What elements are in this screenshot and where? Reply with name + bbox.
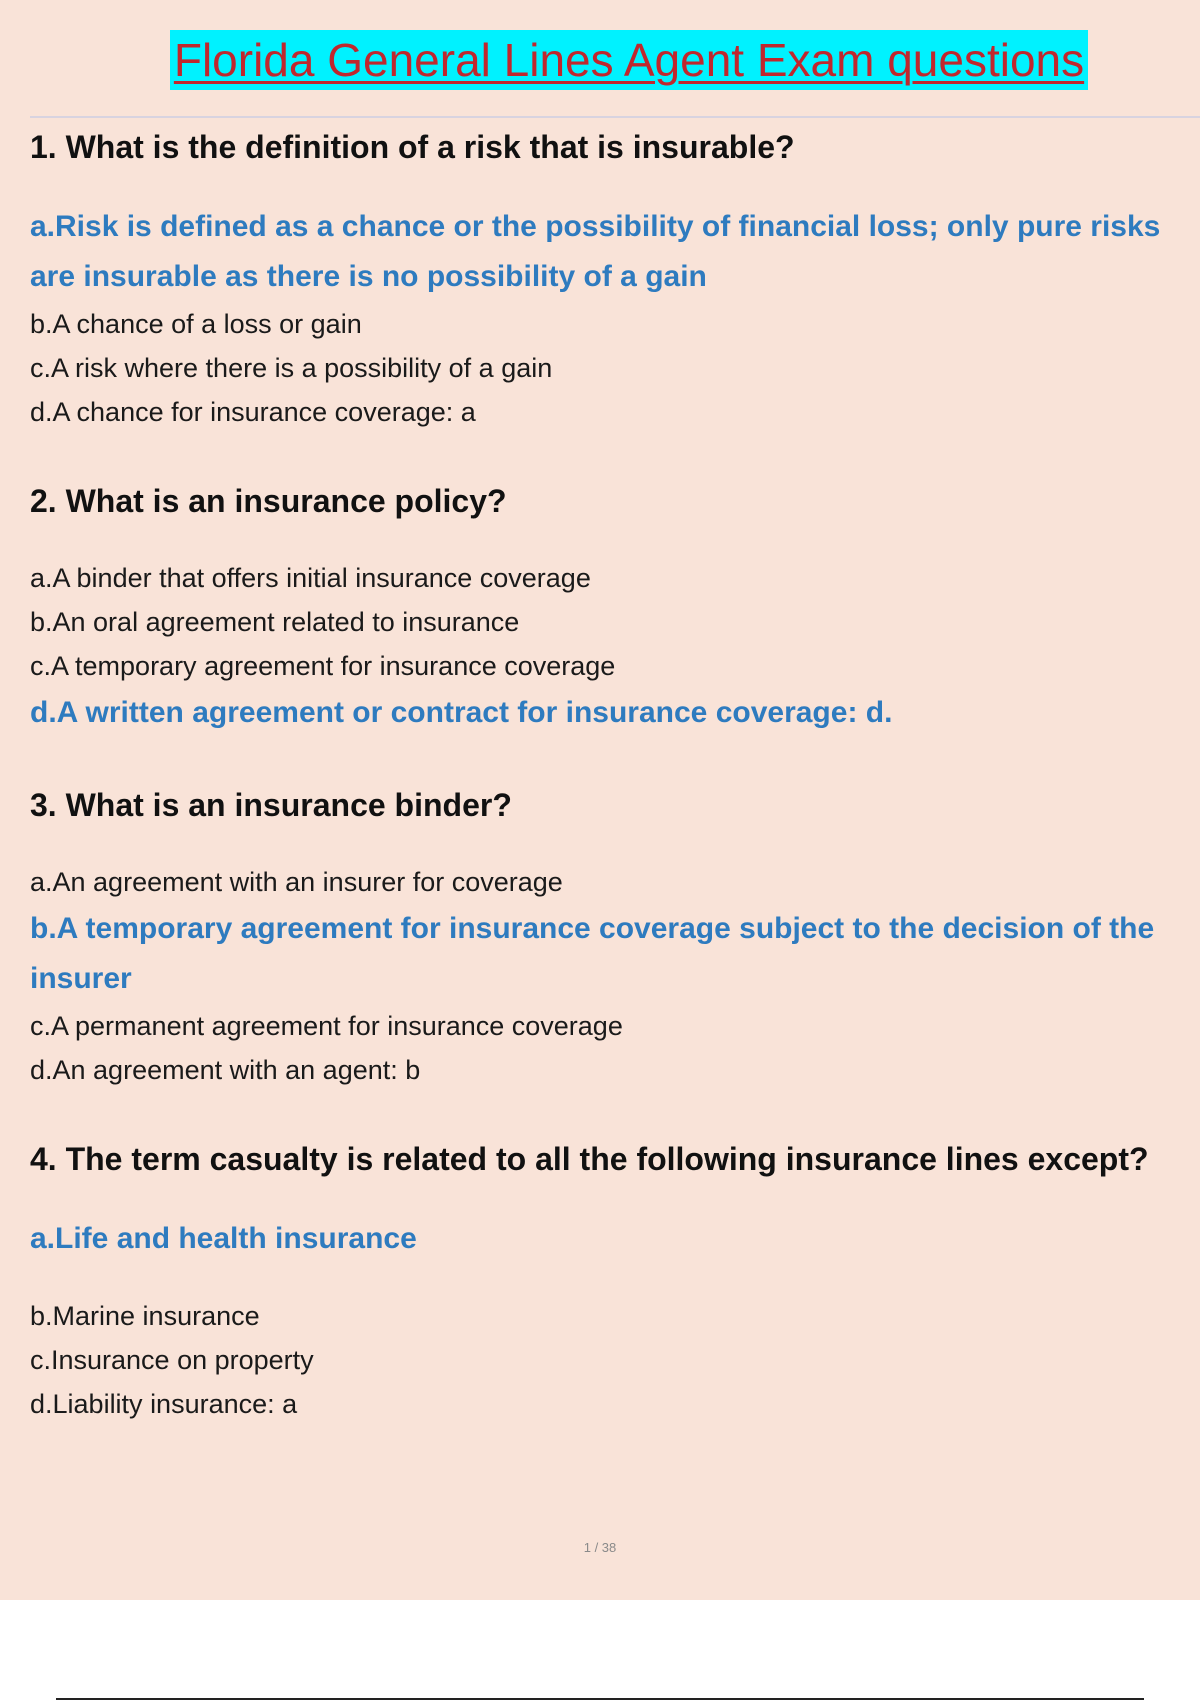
question-text: 4. The term casualty is related to all the following insurance lines except? xyxy=(30,1141,1149,1177)
option: b.An oral agreement related to insurance xyxy=(30,607,520,637)
question-1 xyxy=(30,122,1200,434)
question-3 xyxy=(30,780,1200,1092)
option: a.An agreement with an insurer for coverage xyxy=(30,867,563,897)
page-title: Florida General Lines Agent Exam questions xyxy=(170,30,1088,90)
correct-option: a.Life and health insurance xyxy=(30,1222,417,1255)
option: d.A chance for insurance coverage: a xyxy=(30,397,476,427)
question-2 xyxy=(30,476,1200,738)
correct-option: a.Risk is defined as a chance or the possibility of financial loss; only pure risks are insurable as there is no possibility of a gain xyxy=(30,210,1161,293)
option: c.A temporary agreement for insurance coverage xyxy=(30,651,616,681)
option: d.Liability insurance: a xyxy=(30,1389,298,1419)
option: c.Insurance on property xyxy=(30,1345,314,1375)
title-container xyxy=(0,30,1200,90)
question-text: 2. What is an insurance policy? xyxy=(30,483,507,519)
option: d.An agreement with an agent: b xyxy=(30,1055,421,1085)
option: a.A binder that offers initial insurance coverage xyxy=(30,563,591,593)
question-4 xyxy=(30,1134,1200,1426)
correct-option: b.A temporary agreement for insurance coverage subject to the decision of the insurer xyxy=(30,912,1155,995)
option: b.A chance of a loss or gain xyxy=(30,309,362,339)
question-text: 1. What is the definition of a risk that is insurable? xyxy=(30,129,795,165)
question-text: 3. What is an insurance binder? xyxy=(30,787,512,823)
page-number: 1 / 38 xyxy=(583,1540,617,1555)
option: c.A permanent agreement for insurance coverage xyxy=(30,1011,623,1041)
questions-list xyxy=(30,118,1200,1426)
option: c.A risk where there is a possibility of a gain xyxy=(30,353,553,383)
option: b.Marine insurance xyxy=(30,1301,260,1331)
correct-option: d.A written agreement or contract for insurance coverage: d. xyxy=(30,696,893,729)
